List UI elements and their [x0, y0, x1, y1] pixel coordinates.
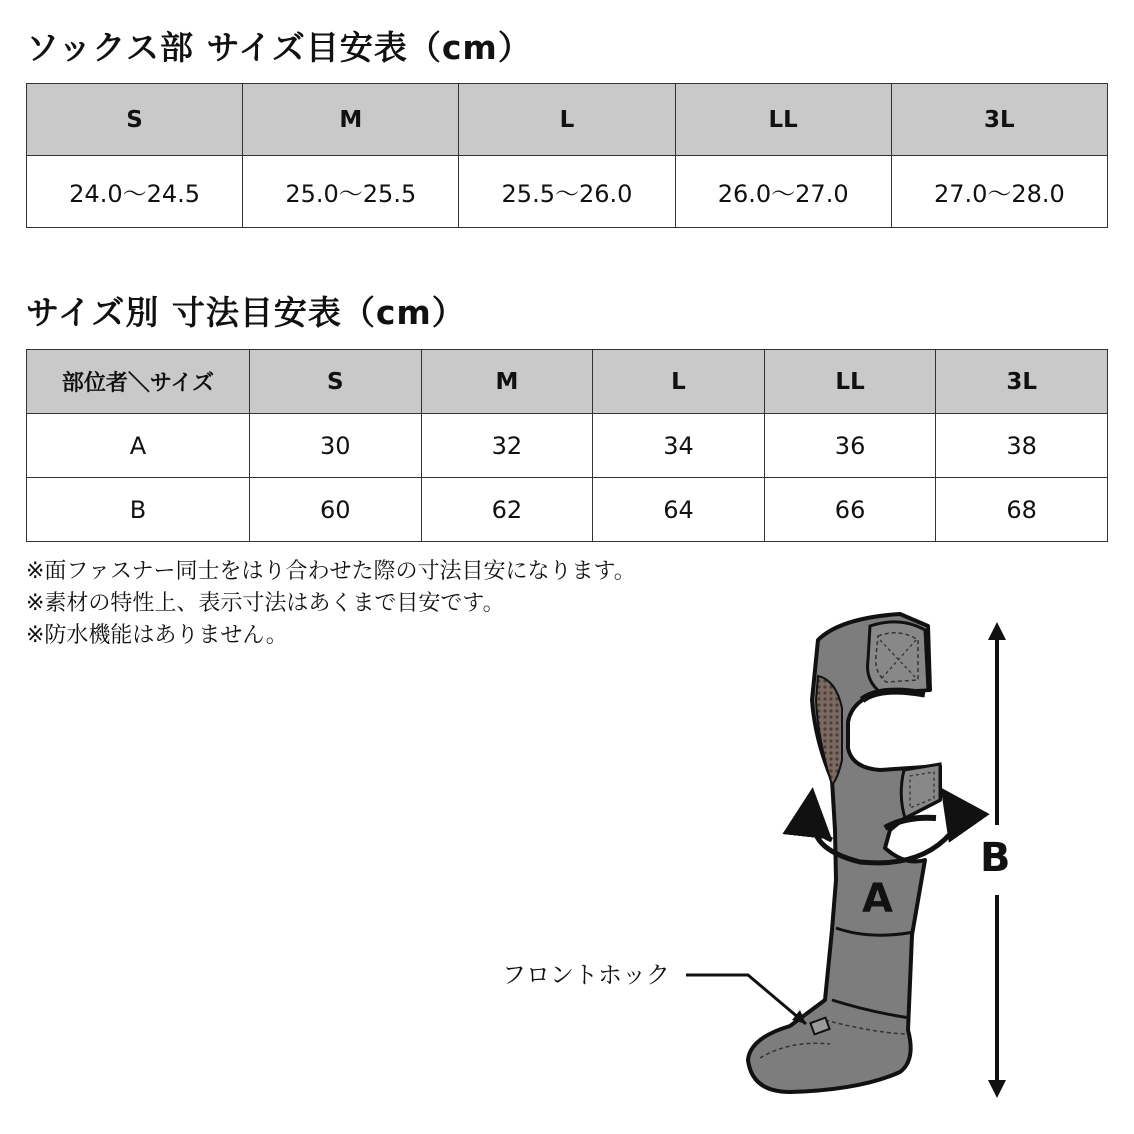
row-label-cell: B	[27, 478, 250, 542]
value-cell-m: 25.0～25.5	[243, 156, 459, 228]
table-cell: 64	[593, 478, 765, 542]
dimension-table	[26, 349, 1108, 542]
header-cell-3l: 3L	[891, 84, 1107, 156]
sock-size-table-title: ソックス部 サイズ目安表（cm）	[26, 28, 532, 67]
corner-header-cell: 部位者＼サイズ	[27, 350, 250, 414]
table-cell: 38	[936, 414, 1108, 478]
table-cell: 62	[421, 478, 593, 542]
table-cell: 36	[764, 414, 936, 478]
table-cell: 68	[936, 478, 1108, 542]
table-row	[27, 414, 1108, 478]
header-cell-s: S	[27, 84, 243, 156]
header-cell-3l: 3L	[936, 350, 1108, 414]
header-cell-s: S	[250, 350, 422, 414]
header-cell-ll: LL	[675, 84, 891, 156]
table-cell: 32	[421, 414, 593, 478]
header-cell-l: L	[593, 350, 765, 414]
header-cell-m: M	[243, 84, 459, 156]
header-cell-m: M	[421, 350, 593, 414]
sock-size-value-row	[27, 156, 1108, 228]
table-cell: 30	[250, 414, 422, 478]
note-line: ※面ファスナー同士をはり合わせた際の寸法目安になります。	[26, 559, 636, 584]
value-cell-3l: 27.0～28.0	[891, 156, 1107, 228]
table-cell: 66	[764, 478, 936, 542]
value-cell-s: 24.0～24.5	[27, 156, 243, 228]
header-cell-l: L	[459, 84, 675, 156]
dimension-label-b: B	[980, 835, 1011, 881]
sock-size-table	[26, 83, 1108, 228]
header-cell-ll: LL	[764, 350, 936, 414]
leg-cover-illustration	[480, 600, 1040, 1120]
sock-size-header-row	[27, 84, 1108, 156]
row-label-cell: A	[27, 414, 250, 478]
value-cell-l: 25.5～26.0	[459, 156, 675, 228]
table-row	[27, 478, 1108, 542]
table-cell: 34	[593, 414, 765, 478]
front-hook-label: フロントホック	[502, 961, 670, 989]
value-cell-ll: 26.0～27.0	[675, 156, 891, 228]
dimension-label-a: A	[862, 876, 893, 922]
dimension-header-row	[27, 350, 1108, 414]
dimension-table-title: サイズ別 寸法目安表（cm）	[26, 293, 466, 332]
front-hook-leader	[686, 975, 806, 1024]
note-line: ※素材の特性上、表示寸法はあくまで目安です。	[26, 591, 505, 616]
note-line: ※防水機能はありません。	[26, 623, 288, 648]
table-cell: 60	[250, 478, 422, 542]
